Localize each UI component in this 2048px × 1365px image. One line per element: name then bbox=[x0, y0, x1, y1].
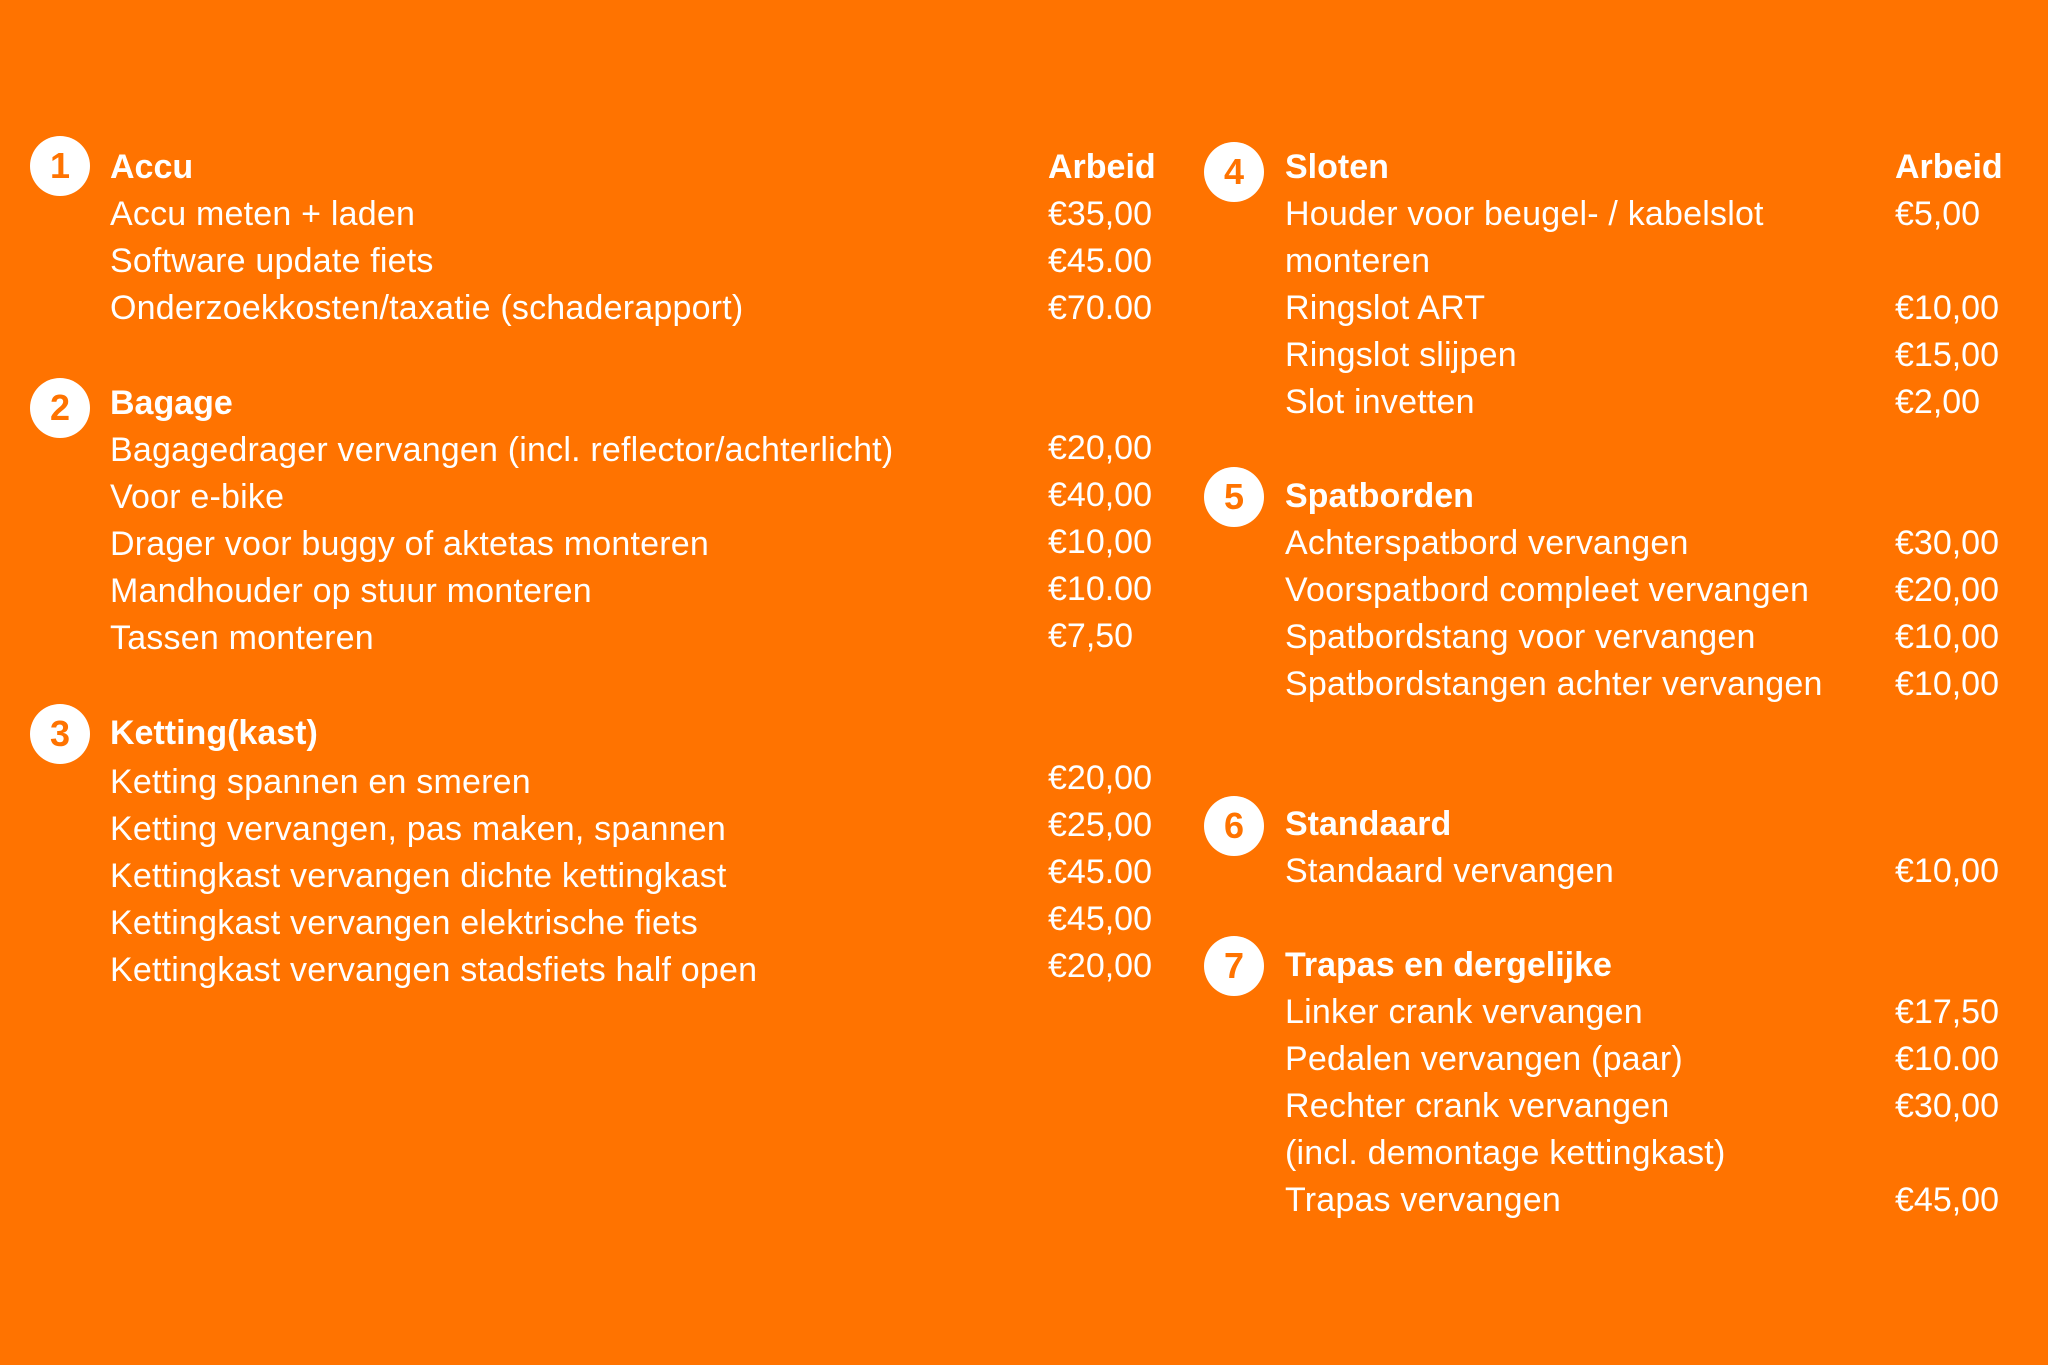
price-item-label: Slot invetten bbox=[1285, 383, 1475, 421]
price-item-value: €30,00 bbox=[1895, 524, 1999, 562]
price-item-label: Mandhouder op stuur monteren bbox=[110, 572, 592, 610]
price-item-value: €70.00 bbox=[1048, 289, 1152, 327]
section-title: Spatborden bbox=[1285, 477, 1474, 515]
price-item-value: €35,00 bbox=[1048, 195, 1152, 233]
price-item-label: Trapas vervangen bbox=[1285, 1181, 1561, 1219]
price-item-value: €7,50 bbox=[1048, 617, 1134, 655]
price-item-label: (incl. demontage kettingkast) bbox=[1285, 1134, 1726, 1172]
price-item-value: €40,00 bbox=[1048, 476, 1152, 514]
price-item-label: Ketting vervangen, pas maken, spannen bbox=[110, 810, 727, 848]
price-item-label: Achterspatbord vervangen bbox=[1285, 524, 1689, 562]
price-item-label: Spatbordstang voor vervangen bbox=[1285, 618, 1756, 656]
price-item-label: Accu meten + laden bbox=[110, 195, 416, 233]
price-item-value: €45,00 bbox=[1895, 1181, 1999, 1219]
section-title: Sloten bbox=[1285, 148, 1389, 186]
price-item-label: Bagagedrager vervangen (incl. reflector/achterlicht) bbox=[110, 431, 894, 469]
price-item-value: €15,00 bbox=[1895, 336, 1999, 374]
price-item-label: Standaard vervangen bbox=[1285, 852, 1614, 890]
section-title: Bagage bbox=[110, 384, 233, 422]
price-item-value: €10,00 bbox=[1895, 665, 1999, 703]
price-item-value: €30,00 bbox=[1895, 1087, 1999, 1125]
section-number-badge: 2 bbox=[30, 378, 90, 438]
price-item-value: €20,00 bbox=[1048, 759, 1152, 797]
section-title: Accu bbox=[110, 148, 194, 186]
price-item-value: €45.00 bbox=[1048, 853, 1152, 891]
section-title: Ketting(kast) bbox=[110, 714, 318, 752]
price-item-label: Ringslot slijpen bbox=[1285, 336, 1517, 374]
price-item-value: €10,00 bbox=[1048, 523, 1152, 561]
price-item-value: €10,00 bbox=[1895, 618, 1999, 656]
section-number-badge: 6 bbox=[1204, 796, 1264, 856]
price-item-label: Ketting spannen en smeren bbox=[110, 763, 531, 801]
price-item-value: €45,00 bbox=[1048, 900, 1152, 938]
price-item-value: €17,50 bbox=[1895, 993, 1999, 1031]
price-item-value: €5,00 bbox=[1895, 195, 1981, 233]
price-item-value: €2,00 bbox=[1895, 383, 1981, 421]
price-item-value: €10.00 bbox=[1895, 1040, 1999, 1078]
price-item-label: Linker crank vervangen bbox=[1285, 993, 1643, 1031]
price-item-label: Tassen monteren bbox=[110, 619, 374, 657]
section-number-badge: 4 bbox=[1204, 142, 1264, 202]
section-number-badge: 7 bbox=[1204, 936, 1264, 996]
price-item-value: €20,00 bbox=[1048, 429, 1152, 467]
column-header-arbeid: Arbeid bbox=[1895, 148, 2003, 186]
price-item-label: Pedalen vervangen (paar) bbox=[1285, 1040, 1683, 1078]
price-item-label: Voorspatbord compleet vervangen bbox=[1285, 571, 1810, 609]
section-number-badge: 5 bbox=[1204, 467, 1264, 527]
price-item-label: Houder voor beugel- / kabelslot bbox=[1285, 195, 1764, 233]
price-item-label: Onderzoekkosten/taxatie (schaderapport) bbox=[110, 289, 744, 327]
price-item-value: €10,00 bbox=[1895, 289, 1999, 327]
price-item-label: Kettingkast vervangen elektrische fiets bbox=[110, 904, 698, 942]
price-item-label: Kettingkast vervangen stadsfiets half open bbox=[110, 951, 758, 989]
price-item-label: Software update fiets bbox=[110, 242, 434, 280]
price-item-label: monteren bbox=[1285, 242, 1431, 280]
price-item-value: €45.00 bbox=[1048, 242, 1152, 280]
price-item-label: Drager voor buggy of aktetas monteren bbox=[110, 525, 709, 563]
price-item-label: Kettingkast vervangen dichte kettingkast bbox=[110, 857, 727, 895]
price-item-value: €20,00 bbox=[1895, 571, 1999, 609]
section-number-badge: 3 bbox=[30, 704, 90, 764]
price-item-label: Ringslot ART bbox=[1285, 289, 1486, 327]
section-title: Trapas en dergelijke bbox=[1285, 946, 1612, 984]
price-item-label: Spatbordstangen achter vervangen bbox=[1285, 665, 1823, 703]
price-item-value: €20,00 bbox=[1048, 947, 1152, 985]
price-item-value: €25,00 bbox=[1048, 806, 1152, 844]
section-number-badge: 1 bbox=[30, 136, 90, 196]
column-header-arbeid: Arbeid bbox=[1048, 148, 1156, 186]
price-item-label: Voor e-bike bbox=[110, 478, 285, 516]
section-title: Standaard bbox=[1285, 805, 1452, 843]
price-item-value: €10,00 bbox=[1895, 852, 1999, 890]
price-item-value: €10.00 bbox=[1048, 570, 1152, 608]
price-item-label: Rechter crank vervangen bbox=[1285, 1087, 1670, 1125]
